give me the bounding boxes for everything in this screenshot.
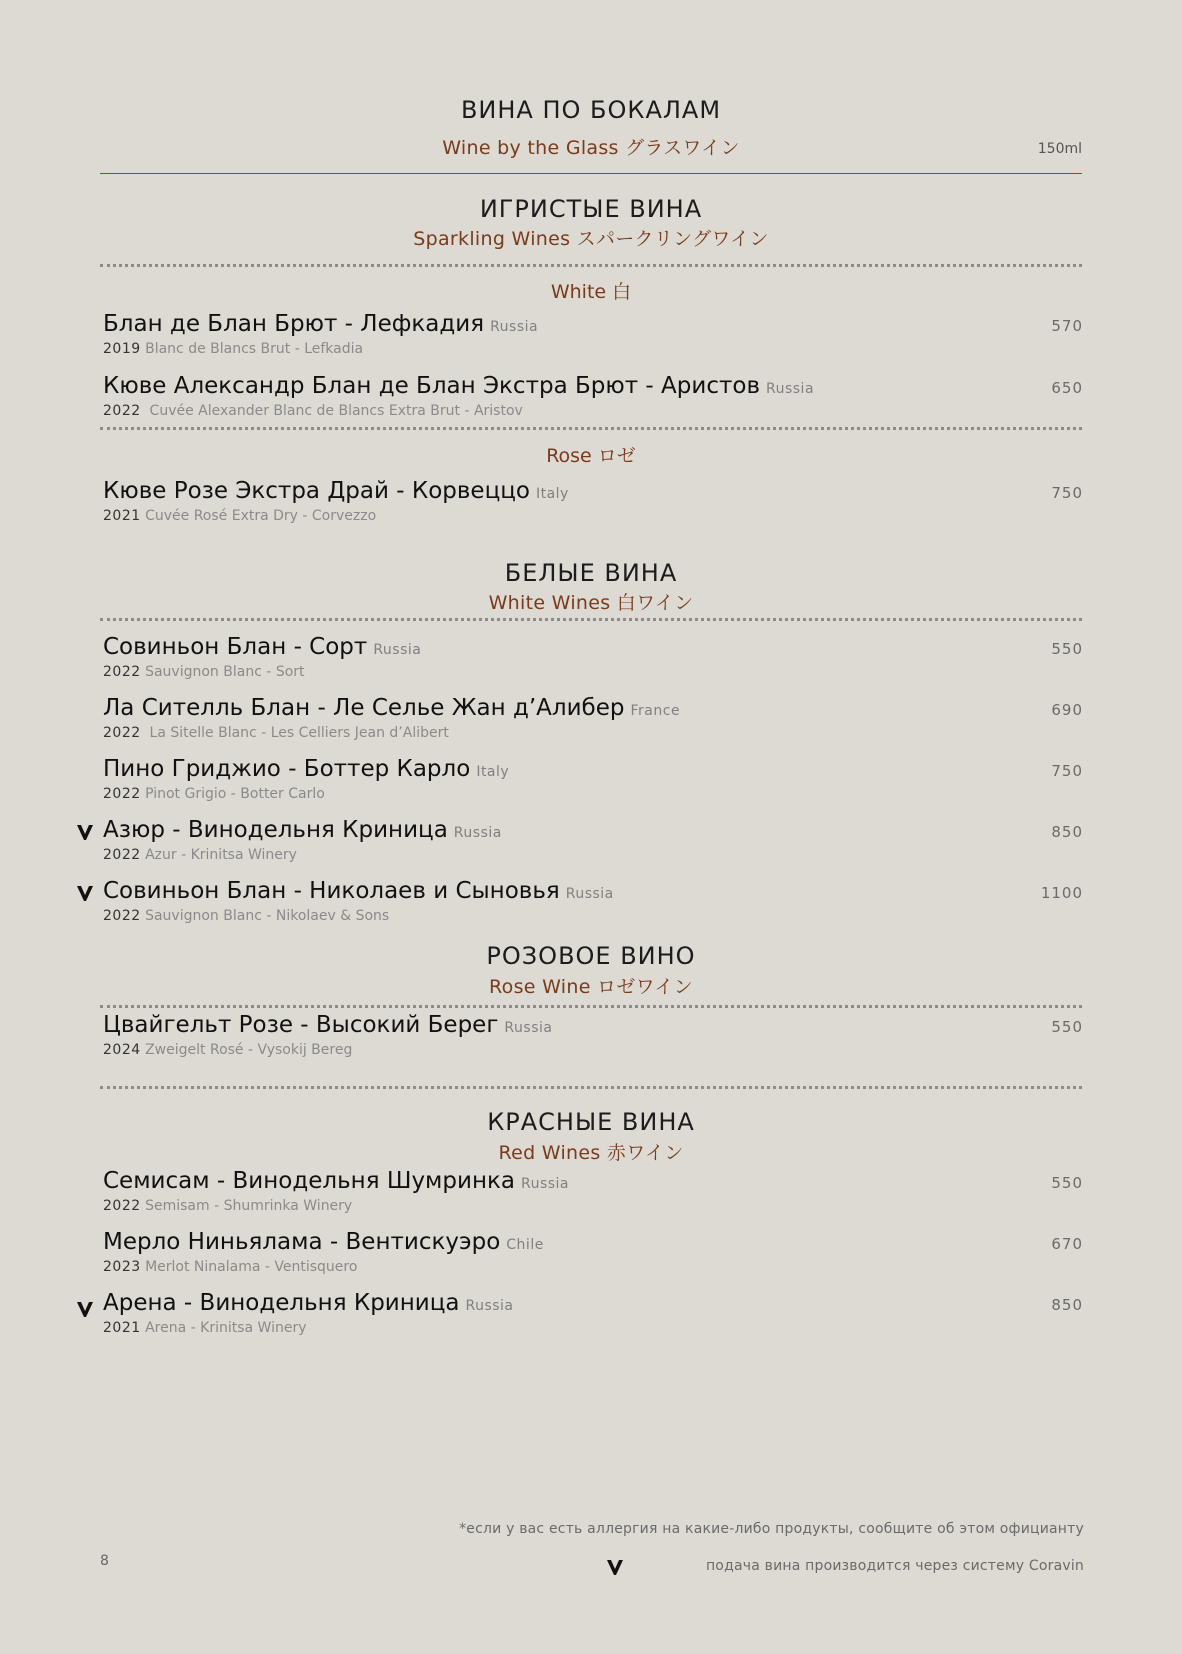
wine-country: Russia xyxy=(520,1176,570,1192)
section-title-red: КРАСНЫЕ ВИНА xyxy=(487,1108,695,1136)
wine-name: Азюр - Винодельня Криница xyxy=(103,817,448,843)
wine-price: 670 xyxy=(1051,1235,1083,1253)
list-item xyxy=(103,373,1083,423)
wine-price: 650 xyxy=(1051,379,1083,397)
wine-year: 2022 xyxy=(103,403,141,419)
wine-name: Ла Сителль Блан - Ле Селье Жан д’Алибер xyxy=(103,695,625,721)
dotted-divider xyxy=(100,618,1082,621)
page-title: ВИНА ПО БОКАЛАМ xyxy=(460,96,722,124)
wine-price: 550 xyxy=(1051,1174,1083,1192)
section-subtitle-red: Red Wines 赤ワイン xyxy=(498,1142,684,1164)
wine-name: Семисам - Винодельня Шумринка xyxy=(103,1168,515,1194)
allergy-note: *если у вас есть аллергия на какие-либо продукты, сообщите об этом официанту xyxy=(459,1521,1084,1537)
wine-year: 2022 xyxy=(103,786,141,802)
list-item xyxy=(103,478,1083,528)
wine-country: Russia xyxy=(465,1298,514,1314)
wine-subtitle: Merlot Ninalama - Ventisquero xyxy=(145,1259,358,1275)
wine-name: Кюве Александр Блан де Блан Экстра Брют - Аристов xyxy=(103,373,760,399)
wine-subtitle: Blanc de Blancs Brut - Lefkadia xyxy=(145,341,364,357)
wine-subtitle: Sauvignon Blanc - Nikolaev & Sons xyxy=(145,908,390,924)
list-item xyxy=(103,695,1083,745)
section-title-rose: РОЗОВОЕ ВИНО xyxy=(486,942,696,970)
wine-country: Italy xyxy=(476,764,510,780)
wine-price: 850 xyxy=(1051,823,1083,841)
wine-country: Russia xyxy=(504,1020,553,1036)
dotted-divider xyxy=(100,1086,1082,1089)
wine-country: Russia xyxy=(766,381,815,397)
wine-price: 690 xyxy=(1051,701,1083,719)
wine-name: Цвайгельт Розе - Высокий Берег xyxy=(103,1012,499,1038)
wine-price: 550 xyxy=(1051,1018,1083,1036)
page-subtitle: Wine by the Glass グラスワイン xyxy=(442,137,740,159)
coravin-icon xyxy=(606,1558,624,1576)
wine-country: France xyxy=(630,703,681,719)
wine-price: 750 xyxy=(1051,762,1083,780)
wine-subtitle: Pinot Grigio - Botter Carlo xyxy=(145,786,325,802)
wine-name: Арена - Винодельня Криница xyxy=(103,1290,460,1316)
volume-label: 150ml xyxy=(1037,141,1082,157)
section-title-white: БЕЛЫЕ ВИНА xyxy=(504,559,678,587)
section-subtitle-white: White Wines 白ワイン xyxy=(488,592,694,614)
wine-name: Пино Гриджио - Боттер Карло xyxy=(103,756,471,782)
header-divider xyxy=(100,173,1082,174)
wine-subtitle: La Sitelle Blanc - Les Celliers Jean d’Alibert xyxy=(149,725,449,741)
dotted-divider xyxy=(100,264,1082,267)
wine-year: 2024 xyxy=(103,1042,141,1058)
list-item xyxy=(103,1012,1083,1062)
wine-name: Совиньон Блан - Николаев и Сыновья xyxy=(103,878,560,904)
wine-year: 2022 xyxy=(103,1198,141,1214)
wine-year: 2022 xyxy=(103,847,141,863)
coravin-icon xyxy=(76,823,94,841)
wine-year: 2021 xyxy=(103,1320,141,1336)
wine-price: 850 xyxy=(1051,1296,1083,1314)
list-item xyxy=(103,817,1083,867)
wine-country: Russia xyxy=(373,642,422,658)
wine-price: 750 xyxy=(1051,484,1083,502)
wine-subtitle: Semisam - Shumrinka Winery xyxy=(145,1198,353,1214)
wine-subtitle: Arena - Krinitsa Winery xyxy=(145,1320,307,1336)
section-subtitle-sparkling: Sparkling Wines スパークリングワイン xyxy=(413,228,769,250)
wine-country: Russia xyxy=(453,825,502,841)
coravin-icon xyxy=(76,1300,94,1318)
wine-name: Совиньон Блан - Сорт xyxy=(103,634,368,660)
dotted-divider xyxy=(100,427,1082,430)
list-item xyxy=(103,1229,1083,1279)
wine-year: 2022 xyxy=(103,664,141,680)
wine-year: 2021 xyxy=(103,508,141,524)
section-subtitle-rose: Rose Wine ロゼワイン xyxy=(489,976,693,998)
wine-subtitle: Zweigelt Rosé - Vysokij Bereg xyxy=(145,1042,353,1058)
wine-year: 2019 xyxy=(103,341,141,357)
list-item xyxy=(103,634,1083,684)
wine-year: 2023 xyxy=(103,1259,141,1275)
list-item xyxy=(103,1290,1083,1340)
wine-subtitle: Cuvée Alexander Blanc de Blancs Extra Brut - Aristov xyxy=(149,403,523,419)
dotted-divider xyxy=(100,1005,1082,1008)
wine-subtitle: Cuvée Rosé Extra Dry - Corvezzo xyxy=(145,508,377,524)
page-number: 8 xyxy=(100,1553,109,1569)
wine-name: Блан де Блан Брют - Лефкадия xyxy=(103,311,485,337)
wine-subtitle: Sauvignon Blanc - Sort xyxy=(145,664,305,680)
wine-year: 2022 xyxy=(103,725,141,741)
wine-name: Кюве Розе Экстра Драй - Корвеццо xyxy=(103,478,530,504)
list-item xyxy=(103,878,1083,928)
wine-country: Russia xyxy=(565,886,614,902)
wine-price: 1100 xyxy=(1040,884,1083,902)
list-item xyxy=(103,311,1083,361)
wine-price: 550 xyxy=(1051,640,1083,658)
coravin-icon xyxy=(76,884,94,902)
wine-country: Italy xyxy=(535,486,569,502)
coravin-note: подача вина производится через систему Coravin xyxy=(705,1558,1084,1574)
subsection-white: White 白 xyxy=(550,281,632,303)
wine-country: Chile xyxy=(506,1237,544,1253)
wine-year: 2022 xyxy=(103,908,141,924)
wine-price: 570 xyxy=(1051,317,1083,335)
section-title-sparkling: ИГРИСТЫЕ ВИНА xyxy=(479,195,703,223)
subsection-rose: Rose ロゼ xyxy=(546,445,636,467)
wine-country: Russia xyxy=(490,319,539,335)
wine-subtitle: Azur - Krinitsa Winery xyxy=(145,847,297,863)
list-item xyxy=(103,756,1083,806)
wine-name: Мерло Ниньялама - Вентискуэро xyxy=(103,1229,501,1255)
list-item xyxy=(103,1168,1083,1218)
